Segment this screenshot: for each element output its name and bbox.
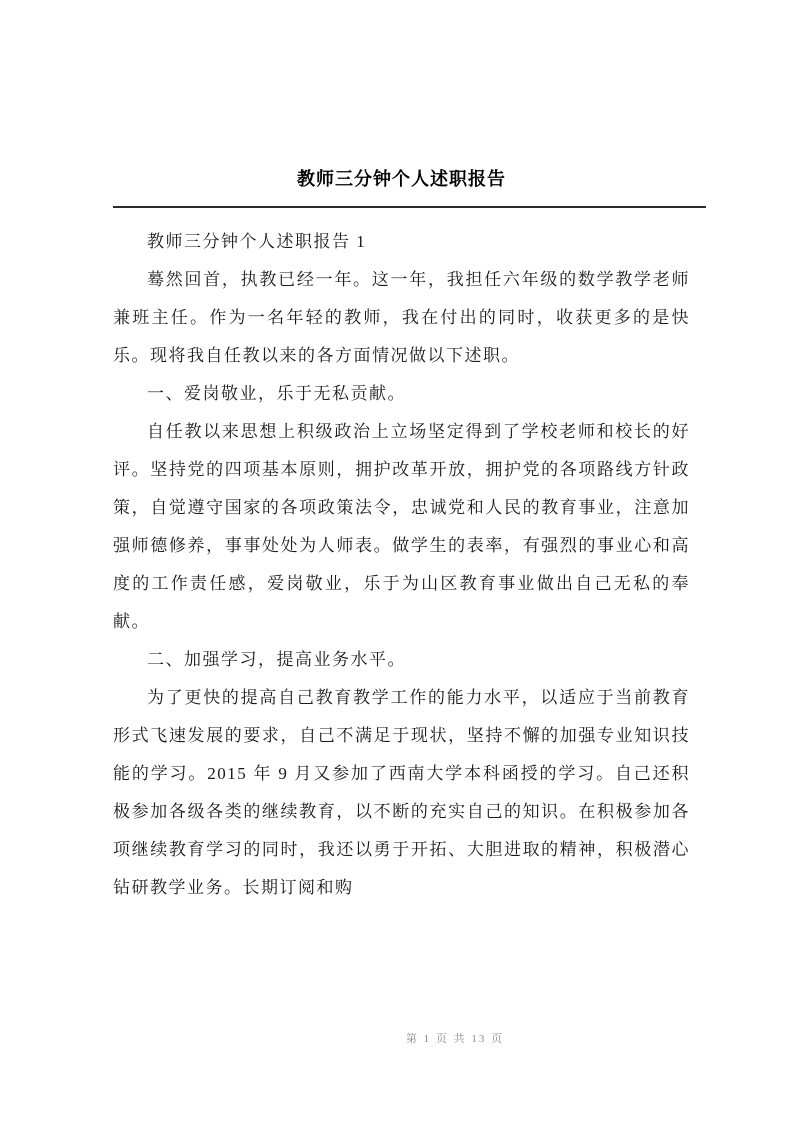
paragraph: 教师三分钟个人述职报告 1 [147,232,367,251]
title-divider [113,206,706,208]
paragraph: 二、加强学习，提高业务水平。 [147,650,406,669]
document-body [113,223,690,907]
document-title: 教师三分钟个人述职报告 [297,169,506,189]
paragraph: 自任教以来思想上积级政治上立场坚定得到了学校老师和校长的好评。坚持党的四项基本原则，拥护改革开放，拥护党的各项路线方针政策，自觉遵守国家的各项政策法令，忠诚党和人民的教育事业，注意加强师德修养，事事处处为人师表。做学生的表率，有强烈的事业心和高度的工作责任感，爱岗敬业，乐于为山区教育事业做出自己无私的奉献。 [113,422,690,631]
paragraph: 一、爱岗敬业，乐于无私贡献。 [147,384,406,403]
page-number-footer: 第 1 页 共 13 页 [405,1033,505,1045]
paragraph: 为了更快的提高自己教育教学工作的能力水平，以适应于当前教育形式飞速发展的要求，自己不满足于现状，坚持不懈的加强专业知识技能的学习。2015 年 9 月又参加了西南大学本科函授的学习。自己还积极参加各级各类的继续教育，以不断的充实自己的知识。在积极参加各项继续教育学习的同时，我还以勇于开拓、大胆进取的精神，积极潜心钻研教学业务。长期订阅和购 [113,688,690,897]
paragraph: 蓦然回首，执教已经一年。这一年，我担任六年级的数学教学老师兼班主任。作为一名年轻的教师，我在付出的同时，收获更多的是快乐。现将我自任教以来的各方面情况做以下述职。 [113,270,690,365]
